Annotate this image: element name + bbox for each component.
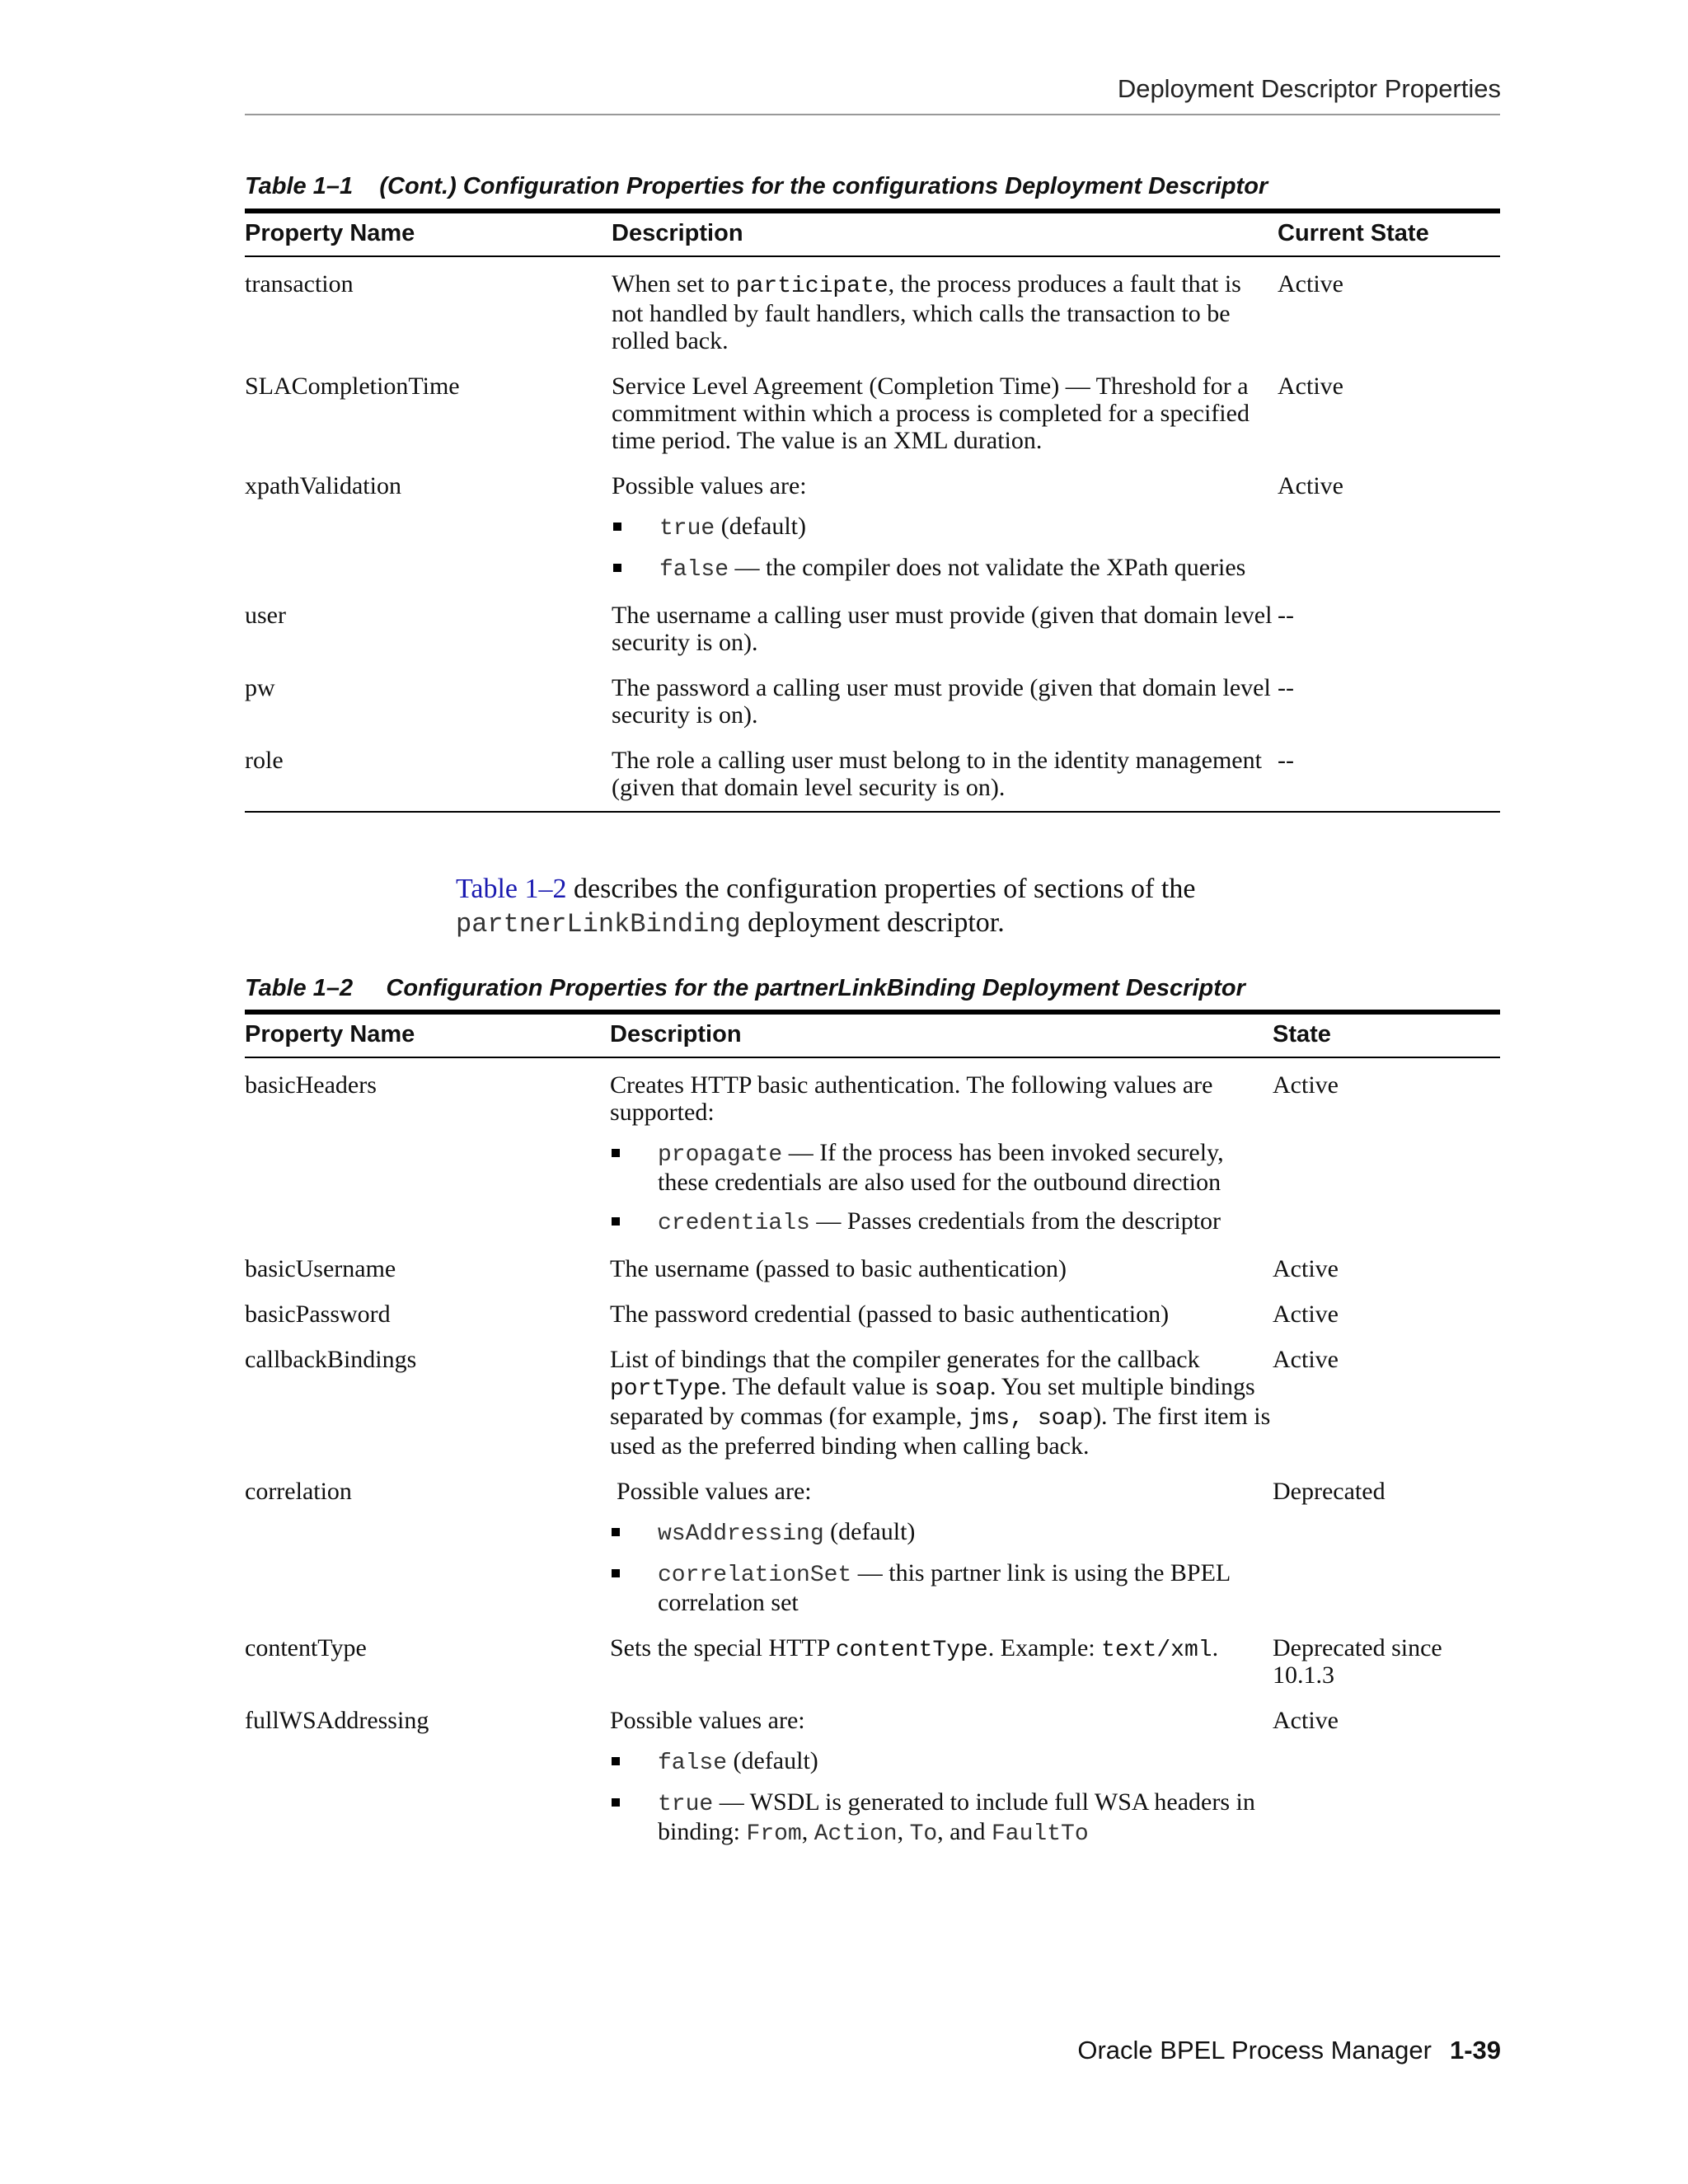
table2-caption-number: Table 1–2 bbox=[245, 975, 354, 1001]
bullet-icon bbox=[612, 1528, 620, 1536]
body-paragraph: Table 1–2 describes the configuration properties of sections of the partnerLinkBinding deployment descriptor. bbox=[456, 874, 1196, 940]
column-header: State bbox=[1273, 1012, 1500, 1057]
list-item: false (default) bbox=[610, 1747, 1273, 1777]
table-row bbox=[245, 1616, 1500, 1689]
property-name: basicPassword bbox=[245, 1301, 391, 1328]
value-list bbox=[610, 1139, 1273, 1237]
property-state: Active bbox=[1273, 1071, 1339, 1099]
property-state: -- bbox=[1278, 602, 1294, 629]
table2-caption bbox=[245, 975, 1245, 1002]
page-number: 1-39 bbox=[1449, 2036, 1501, 2064]
property-state: Active bbox=[1273, 1255, 1339, 1282]
value-list bbox=[610, 1518, 1273, 1616]
table1-caption-number: Table 1–1 bbox=[245, 173, 354, 199]
header-rule bbox=[245, 114, 1500, 115]
running-header: Deployment Descriptor Properties bbox=[1117, 74, 1501, 103]
property-description: Service Level Agreement (Completion Time) — Threshold for a commitment within which a process is completed for a specified time period. The value is an XML duration. bbox=[612, 373, 1250, 454]
code-text: contentType bbox=[835, 1638, 988, 1663]
table1-caption bbox=[245, 173, 1268, 200]
property-name: basicHeaders bbox=[245, 1071, 377, 1099]
property-description: The password credential (passed to basic authentication) bbox=[610, 1301, 1170, 1328]
table-row bbox=[245, 583, 1500, 656]
column-header: Property Name bbox=[245, 1012, 610, 1057]
property-state: Active bbox=[1278, 472, 1343, 499]
list-item: credentials — Passes credentials from the descriptor bbox=[610, 1207, 1273, 1237]
table2-header-row bbox=[245, 1012, 1500, 1057]
property-name: contentType bbox=[245, 1634, 367, 1661]
column-header: Description bbox=[610, 1012, 1273, 1057]
property-name: SLACompletionTime bbox=[245, 373, 460, 400]
code-text: text/xml bbox=[1101, 1638, 1212, 1663]
property-description: Creates HTTP basic authentication. The following values are supported: propagate — If the process has been invoked securely, these credentials are also used for the outbound direction credentials — Passes credentials from the descriptor bbox=[610, 1057, 1273, 1237]
property-state: -- bbox=[1278, 674, 1294, 701]
property-description: List of bindings that the compiler generates for the callback portType. The default value is soap. You set multiple bindings separated by commas (for example, jms, soap). The first item is used as the preferred binding when calling back. bbox=[610, 1346, 1271, 1460]
table-row bbox=[245, 656, 1500, 729]
table-row bbox=[245, 1689, 1500, 1858]
code-text: participate bbox=[735, 274, 889, 299]
table-row bbox=[245, 454, 1500, 583]
list-item: false — the compiler does not validate the XPath queries bbox=[612, 554, 1278, 583]
table-row bbox=[245, 1460, 1500, 1616]
property-description: The username a calling user must provide (given that domain level security is on). bbox=[612, 602, 1273, 656]
bullet-icon bbox=[612, 1798, 620, 1807]
bullet-icon bbox=[613, 523, 621, 531]
table1-caption-text: (Cont.) Configuration Properties for the configurations Deployment Descriptor bbox=[379, 173, 1268, 199]
bullet-icon bbox=[612, 1757, 620, 1765]
code-text: portType bbox=[610, 1376, 721, 1402]
table2 bbox=[245, 1010, 1500, 1858]
column-header: Current State bbox=[1278, 211, 1500, 256]
property-description: The username (passed to basic authentication) bbox=[610, 1255, 1067, 1282]
property-name: transaction bbox=[245, 270, 354, 298]
footer-book-title: Oracle BPEL Process Manager bbox=[1077, 2036, 1432, 2064]
table-row bbox=[245, 1057, 1500, 1237]
table-cross-reference-link[interactable]: Table 1–2 bbox=[456, 874, 567, 904]
property-description: The role a calling user must belong to in the identity management (given that domain level security is on). bbox=[612, 729, 1278, 812]
table-row bbox=[245, 1237, 1500, 1282]
property-description: Possible values are: wsAddressing (default) correlationSet — this partner link is using the BPEL correlation set bbox=[610, 1460, 1273, 1616]
property-name: role bbox=[245, 729, 612, 812]
property-state: Active bbox=[1273, 1301, 1339, 1328]
property-state: Deprecated bbox=[1273, 1478, 1386, 1505]
property-description: Sets the special HTTP contentType. Example: text/xml. bbox=[610, 1634, 1219, 1663]
property-name: fullWSAddressing bbox=[245, 1707, 429, 1734]
property-name: pw bbox=[245, 674, 275, 701]
bullet-icon bbox=[612, 1149, 620, 1157]
code-text: partnerLinkBinding bbox=[456, 909, 741, 940]
table-row bbox=[245, 354, 1500, 454]
list-item: wsAddressing (default) bbox=[610, 1518, 1273, 1548]
code-text: jms, soap bbox=[968, 1406, 1094, 1432]
table-row bbox=[245, 1328, 1500, 1460]
value-list bbox=[612, 513, 1278, 583]
table-row bbox=[245, 729, 1500, 812]
bullet-icon bbox=[613, 564, 621, 572]
property-state: Active bbox=[1278, 373, 1343, 400]
property-name: xpathValidation bbox=[245, 472, 401, 499]
property-state: Active bbox=[1273, 1707, 1339, 1734]
column-header: Property Name bbox=[245, 211, 612, 256]
table-row bbox=[245, 1282, 1500, 1328]
property-state: Deprecated since 10.1.3 bbox=[1273, 1634, 1442, 1689]
table1 bbox=[245, 209, 1500, 813]
property-state: -- bbox=[1278, 729, 1500, 812]
property-state: Active bbox=[1278, 270, 1343, 298]
property-name: user bbox=[245, 602, 286, 629]
property-description: Possible values are: false (default) true — WSDL is generated to include full WSA headers in binding: From, Action, To, and FaultTo bbox=[610, 1689, 1273, 1858]
property-description: When set to participate, the process produces a fault that is not handled by fault handlers, which calls the transaction to be rolled back. bbox=[612, 270, 1241, 354]
property-name: correlation bbox=[245, 1478, 352, 1505]
property-name: basicUsername bbox=[245, 1255, 396, 1282]
bullet-icon bbox=[612, 1569, 620, 1577]
table1-header-row bbox=[245, 211, 1500, 256]
bullet-icon bbox=[612, 1217, 620, 1226]
table2-caption-text: Configuration Properties for the partnerLinkBinding Deployment Descriptor bbox=[386, 975, 1245, 1001]
table-row bbox=[245, 256, 1500, 354]
value-list bbox=[610, 1747, 1273, 1848]
property-name: callbackBindings bbox=[245, 1346, 417, 1373]
list-item: propagate — If the process has been invoked securely, these credentials are also used for the outbound direction bbox=[610, 1139, 1273, 1196]
property-state: Active bbox=[1273, 1346, 1339, 1373]
list-item: true — WSDL is generated to include full WSA headers in binding: From, Action, To, and FaultTo bbox=[610, 1788, 1273, 1848]
property-description: The password a calling user must provide (given that domain level security is on). bbox=[612, 674, 1271, 729]
page-footer bbox=[1077, 2036, 1501, 2065]
property-description: Possible values are: true (default) false — the compiler does not validate the XPath queries bbox=[612, 454, 1278, 583]
code-text: soap bbox=[934, 1376, 991, 1402]
column-header: Description bbox=[612, 211, 1278, 256]
list-item: correlationSet — this partner link is using the BPEL correlation set bbox=[610, 1559, 1273, 1616]
list-item: true (default) bbox=[612, 513, 1278, 542]
